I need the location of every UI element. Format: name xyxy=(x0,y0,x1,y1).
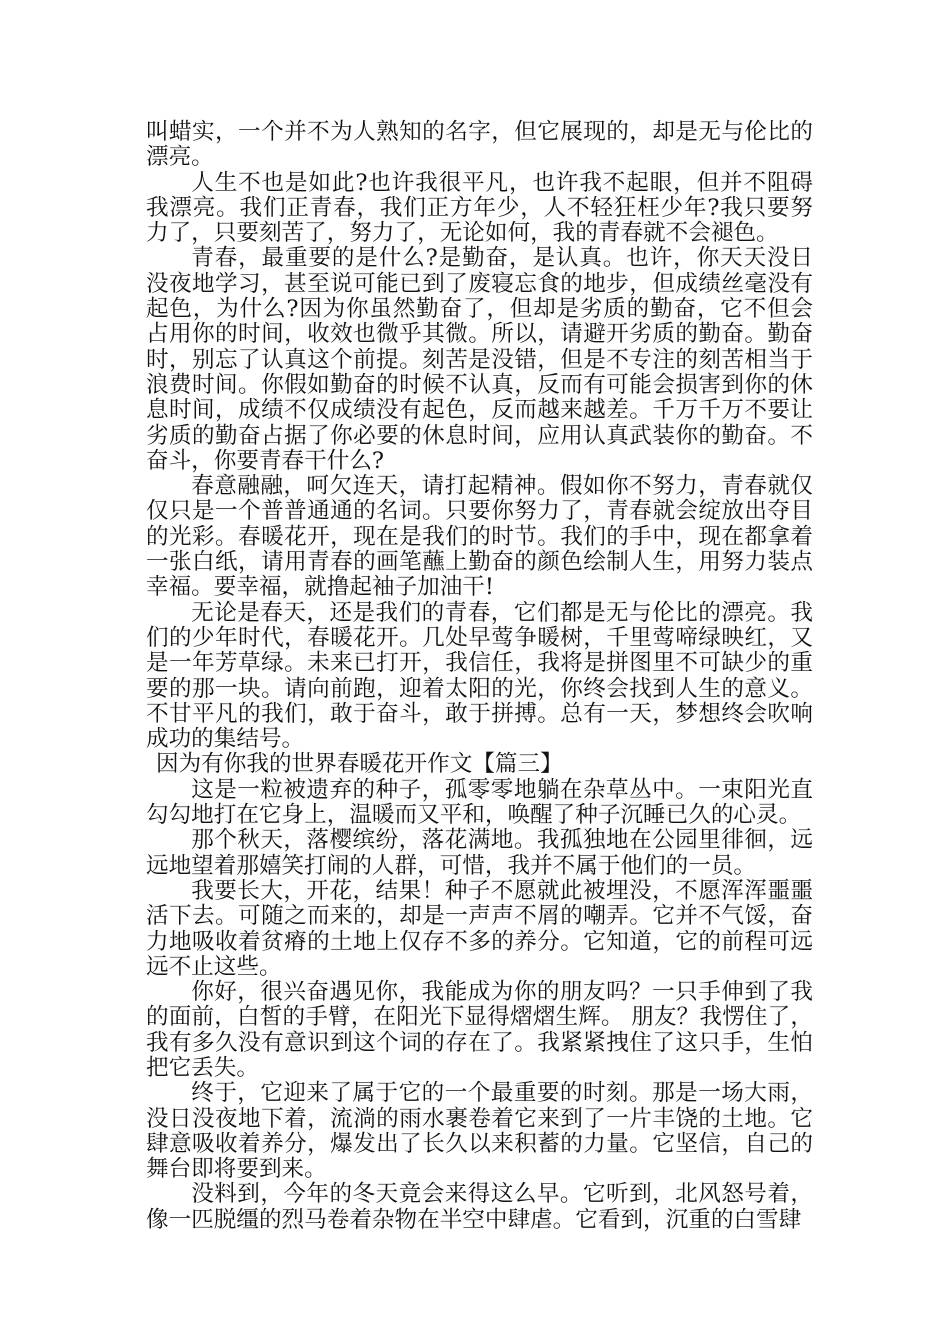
paragraph-1: 叫蜡实，一个并不为人熟知的名字，但它展现的，却是无与伦比的漂亮。 xyxy=(146,119,813,171)
paragraph-4: 春意融融，呵欠连天，请打起精神。假如你不努力，青春就仅仅只是一个普普通通的名词。只要你努力了，青春就会绽放出夺目的光彩。春暖花开，现在是我们的时节。我们的手中，现在都拿着一张白纸，请用青春的画笔蘸上勤奋的颜色绘制人生，用努力装点幸福。要幸福，就撸起袖子加油干! xyxy=(146,473,813,601)
paragraph-11: 没料到，今年的冬天竟会来得这么早。它听到，北风怒号着，像一匹脱缰的烈马卷着杂物在半空中肆虐。它看到，沉重的白雪肆 xyxy=(146,1181,813,1233)
paragraph-5: 无论是春天，还是我们的青春，它们都是无与伦比的漂亮。我们的少年时代，春暖花开。几处早莺争暖树，千里莺啼绿映红，又是一年芳草绿。未来已打开，我信任，我将是拼图里不可缺少的重要的那一块。请向前跑，迎着太阳的光，你终会找到人生的意义。不甘平凡的我们，敢于奋斗，敢于拼搏。总有一天，梦想终会吹响成功的集结号。 xyxy=(146,599,813,753)
paragraph-9: 你好，很兴奋遇见你，我能成为你的朋友吗？一只手伸到了我的面前，白皙的手臂，在阳光下显得熠熠生辉。 朋友？我愣住了，我有多久没有意识到这个词的存在了。我紧紧拽住了这只手，生怕把它丢失。 xyxy=(146,979,813,1081)
section-heading: 因为有你我的世界春暖花开作文【篇三】 xyxy=(156,751,563,778)
paragraph-10: 终于，它迎来了属于它的一个最重要的时刻。那是一场大雨，没日没夜地下着，流淌的雨水裹卷着它来到了一片丰饶的土地。它肆意吸收着养分，爆发出了长久以来积蓄的力量。它坚信，自己的舞台即将要到来。 xyxy=(146,1080,813,1183)
paragraph-7: 那个秋天，落樱缤纷，落花满地。我孤独地在公园里徘徊，远远地望着那嬉笑打闹的人群，可惜，我并不属于他们的一员。 xyxy=(146,827,813,879)
paragraph-6: 这是一粒被遗弃的种子，孤零零地躺在杂草丛中。一束阳光直勾勾地打在它身上，温暖而又平和，唤醒了种子沉睡已久的心灵。 xyxy=(146,776,813,829)
paragraph-2: 人生不也是如此?也许我很平凡，也许我不起眼，但并不阻碍我漂亮。我们正青春，我们正方年少，人不轻狂枉少年?我只要努力了，只要刻苦了，努力了，无论如何，我的青春就不会褪色。 xyxy=(146,169,813,247)
document-body xyxy=(146,120,813,1233)
paragraph-3: 青春，最重要的是什么?是勤奋，是认真。也许，你天天没日没夜地学习，甚至说可能已到了废寝忘食的地步，但成绩丝毫没有起色，为什么?因为你虽然勤奋了，但却是劣质的勤奋，它不但会占用你的时间，收效也微乎其微。所以，请避开劣质的勤奋。勤奋时，别忘了认真这个前提。刻苦是没错，但是不专注的刻苦相当于浪费时间。你假如勤奋的时候不认真，反而有可能会损害到你的休息时间，成绩不仅成绩没有起色，反而越来越差。千万千万不要让劣质的勤奋占据了你必要的休息时间，应用认真武装你的勤奋。不奋斗，你要青春干什么? xyxy=(146,245,813,474)
paragraph-8: 我要长大，开花，结果！种子不愿就此被埋没，不愿浑浑噩噩活下去。可随之而来的，却是一声声不屑的嘲弄。它并不气馁，奋力地吸收着贫瘠的土地上仅存不多的养分。它知道，它的前程可远远不止这些。 xyxy=(146,877,813,980)
